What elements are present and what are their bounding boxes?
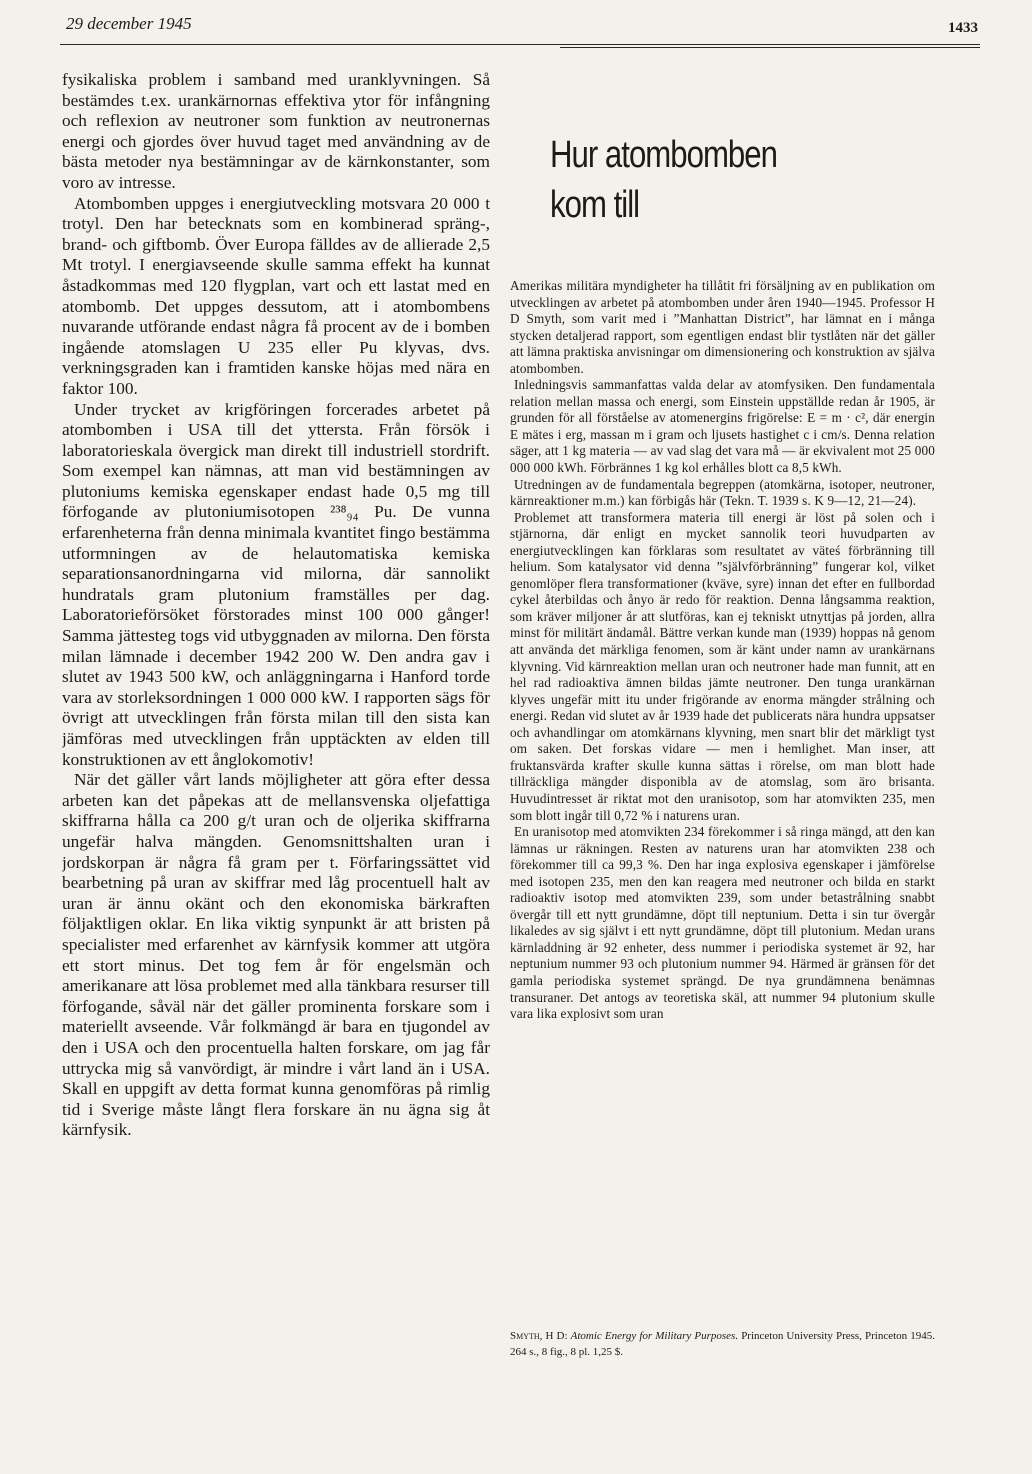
paragraph: När det gäller vårt lands möjligheter att göra efter dessa arbeten kan det påpekas att de mellansvenska oljefattiga skiffrarna hålla ca 200 g/t uran och de oljerika skiffrarna ungefär halva mängden. Genomsnittshalten uran i jordskorpan är några få gram per t. Förfaringssättet vid bearbetning på uran av skiffrar med låg procentuell halt av uran är ännu okänt och den ekonomiska bärkraften följaktligen oklar. En lika viktig synpunkt är att bristen på specialister med erfarenhet av kärnfysik kommer att utgöra ett stort minus. Det tog fem år för engelsmän och amerikanare att lösa problemet med alla tänkbara resurser till förfogande, såväl när det gäller prominenta forskare som i materiellt avseende. Vår folkmängd är bara en tjugondel av den i USA och den procentuella halten forskare, om jag får uttrycka mig så vanvördigt, är mindre i vårt land än i USA. Skall en uppgift av detta format kunna genomföras på rimlig tid i Sverige måste långt flera forskare än nu ägna sig åt kärnfysik. — [62, 770, 490, 1140]
header-rule — [60, 44, 980, 45]
header-rule-secondary — [560, 47, 980, 48]
paragraph: fysikaliska problem i samband med uranklyvningen. Så bestämdes t.ex. urankärnornas effektiva ytor för infångning och reflexion av neutroner som funktion av neutronernas energi och gjordes över huvud taget med användning av de bästa metoder nya bestämningar av de kärnkonstanter, som voro av intresse. — [62, 70, 490, 192]
article-title — [550, 130, 866, 230]
reference-details: Princeton University Press, Princeton 1945. 264 s., 8 fig., 8 pl. 1,25 $. — [510, 1330, 936, 1358]
issue-date: 29 december 1945 — [66, 14, 192, 33]
paragraph: En uranisotop med atomvikten 234 förekommer i så ringa mängd, att den kan lämnas ur räkningen. Resten av naturens uran har atomvikten 238 och förekommer till ca 99,3 %. Den har inga explosiva egenskaper i jämförelse med isotopen 235, men den kan reagera med neutroner och bilda en starkt radioaktiv isotop med atomvikten 239, som under betastrålning snabbt övergår till ett nytt grundämne, döpt till neptunium. Detta i sin tur övergår likaledes av sig självt i ett nytt grundämne, döpt till plutonium. Medan urans kärnladdning är 92 enheter, dess nummer i periodiska systemet är 92, har neptunium nummer 93 och plutonium nummer 94. Härmed är gränsen för det gamla periodiska systemet sprängd. De nya grundämnena benämnas transuraner. Det antogs av teoretiska skäl, att nummer 94 plutonium skulle vara lika explosivt som uran — [510, 824, 935, 1022]
paragraph: Amerikas militära myndigheter ha tillåtit fri försäljning av en publikation om utvecklingen av arbetet på atombomben under åren 1940—1945. Professor H D Smyth, som varit med i ”Manhattan District”, har lämnat en i många stycken detaljerad rapport, som egentligen endast blir tystlåten när det gäller att lämna praktiska anvisningar om dimensionering och konstruktion av själva atombomben. — [510, 278, 935, 376]
paragraph: Inledningsvis sammanfattas valda delar av atomfysiken. Den fundamentala relation mellan massa och energi, som Einstein uppställde redan år 1905, är grunden för all förståelse av atomenergins frigörelse: E = m · c², där energin E mätes i erg, massan m i gram och ljusets hastighet c i cm/s. Denna relation säger, att 1 kg materia — av vad slag det vara må — är ekvivalent mot 25 000 000 000 kWh. Förbrännes 1 kg kol erhålles blott ca 8,5 kWh. — [510, 377, 935, 476]
reference-title: Atomic Energy for Military Purposes. — [570, 1330, 739, 1342]
article-body — [510, 278, 935, 1023]
article-title-line-2: kom till — [550, 184, 640, 226]
right-column — [510, 130, 935, 1023]
article-title-line-1: Hur atombomben — [550, 134, 777, 176]
page-header — [60, 12, 980, 42]
paragraph: Atombomben uppges i energiutveckling motsvara 20 000 t trotyl. Den har betecknats som en kombinerad spräng-, brand- och giftbomb. Över Europa fälldes av de allierade 2,5 Mt trotyl. I energiavseende skulle samma effekt ha kunnat åstadkommas med 120 flygplan, vart och ett lastat med en atombomb. Det uppges dessutom, att i atombombens nuvarande utförande endast några få procent av de i bomben ingående atomslagen U 235 eller Pu klyvas, dvs. verkningsgraden kan i framtiden kanske höjas med nära en faktor 100. — [62, 193, 490, 398]
paragraph: Problemet att transformera materia till energi är löst på solen och i stjärnorna, där enligt en mycket sannolik teori huvudparten av energiutvecklingen kan förklaras som resultatet av väteś förbränning till helium. Som katalysator vid denna ”självförbränning” fungerar kol, vilket genomlöper flera transformationer (kväve, syre) innan det efter en fullbordad cykel återbildas och ånyo är redo för reaktion. Denna långsamma reaktion, som kräver miljoner år att slutföras, kan ej tekniskt utnyttjas på jorden, allra minst för militärt ändamål. Bättre verkan kunde man (1939) hoppas nå genom att använda det märkliga fenomen, som är känt under namn av urankärnans klyvning. Vid kärnreaktion mellan uran och neutroner hade man funnit, att en hel rad radioaktiva ämnen bildas jämte neutroner. Den tunga urankärnan klyves ungefär mitt itu under frigörande av enorma mängder strålning och energi. Redan vid slutet av år 1939 hade det publicerats nära hundra uppsatser och avhandlingar om atomkärnans klyvning, men snart blir det märkligt tyst om saken. Det forskas vidare — men i hemlighet. Man inser, att fruktansvärda krafter skulle kunna sättas i rörelse, om man blott hade tillräckliga mängder disponibla av de atomslag, som äro brisanta. Huvudintresset är riktat mot den uranisotop, som har atomvikten 235, men som blott ingår till 0,72 % i naturens uran. — [510, 509, 935, 823]
reference-note — [510, 1328, 935, 1360]
left-column — [62, 70, 490, 1370]
paragraph: Under trycket av krigföringen forcerades arbetet på atombomben i USA till det yttersta. Från försök i laboratorieskala övergick man direkt till industriell stordrift. Som exempel kan nämnas, att man vid bestämningen av plutoniums kemiska egenskaper endast hade 0,5 mg till förfogande av plutoniumisotopen ²³⁸₉₄ Pu. De vunna erfarenheterna från denna minimala kvantitet fingo bestämma utformningen av de helautomatiska kemiska separationsanordningarna vid milorna, där sannolikt hundratals gram plutonium framställes per dag. Laboratorieförsöket förstorades minst 100 000 gånger! Samma jättesteg togs vid utbyggnaden av milorna. Den första milan lämnade i december 1942 200 W. Den andra gav i slutet av 1943 500 kW, och anläggningarna i Hanford torde vara av storleksordningen 1 000 000 kW. I rapporten sägs för övrigt att utvecklingen från första milan till den sista kan jämföras med utvecklingen från upptäckten av elden till konstruktionen av ett ånglokomotiv! — [62, 399, 490, 769]
paragraph: Utredningen av de fundamentala begreppen (atomkärna, isotoper, neutroner, kärnreaktioner m.m.) kan förbigås här (Tekn. T. 1939 s. K 9—12, 21—24). — [510, 476, 935, 509]
reference-author: Smyth, H D: — [510, 1330, 568, 1342]
page-number: 1433 — [948, 20, 978, 36]
